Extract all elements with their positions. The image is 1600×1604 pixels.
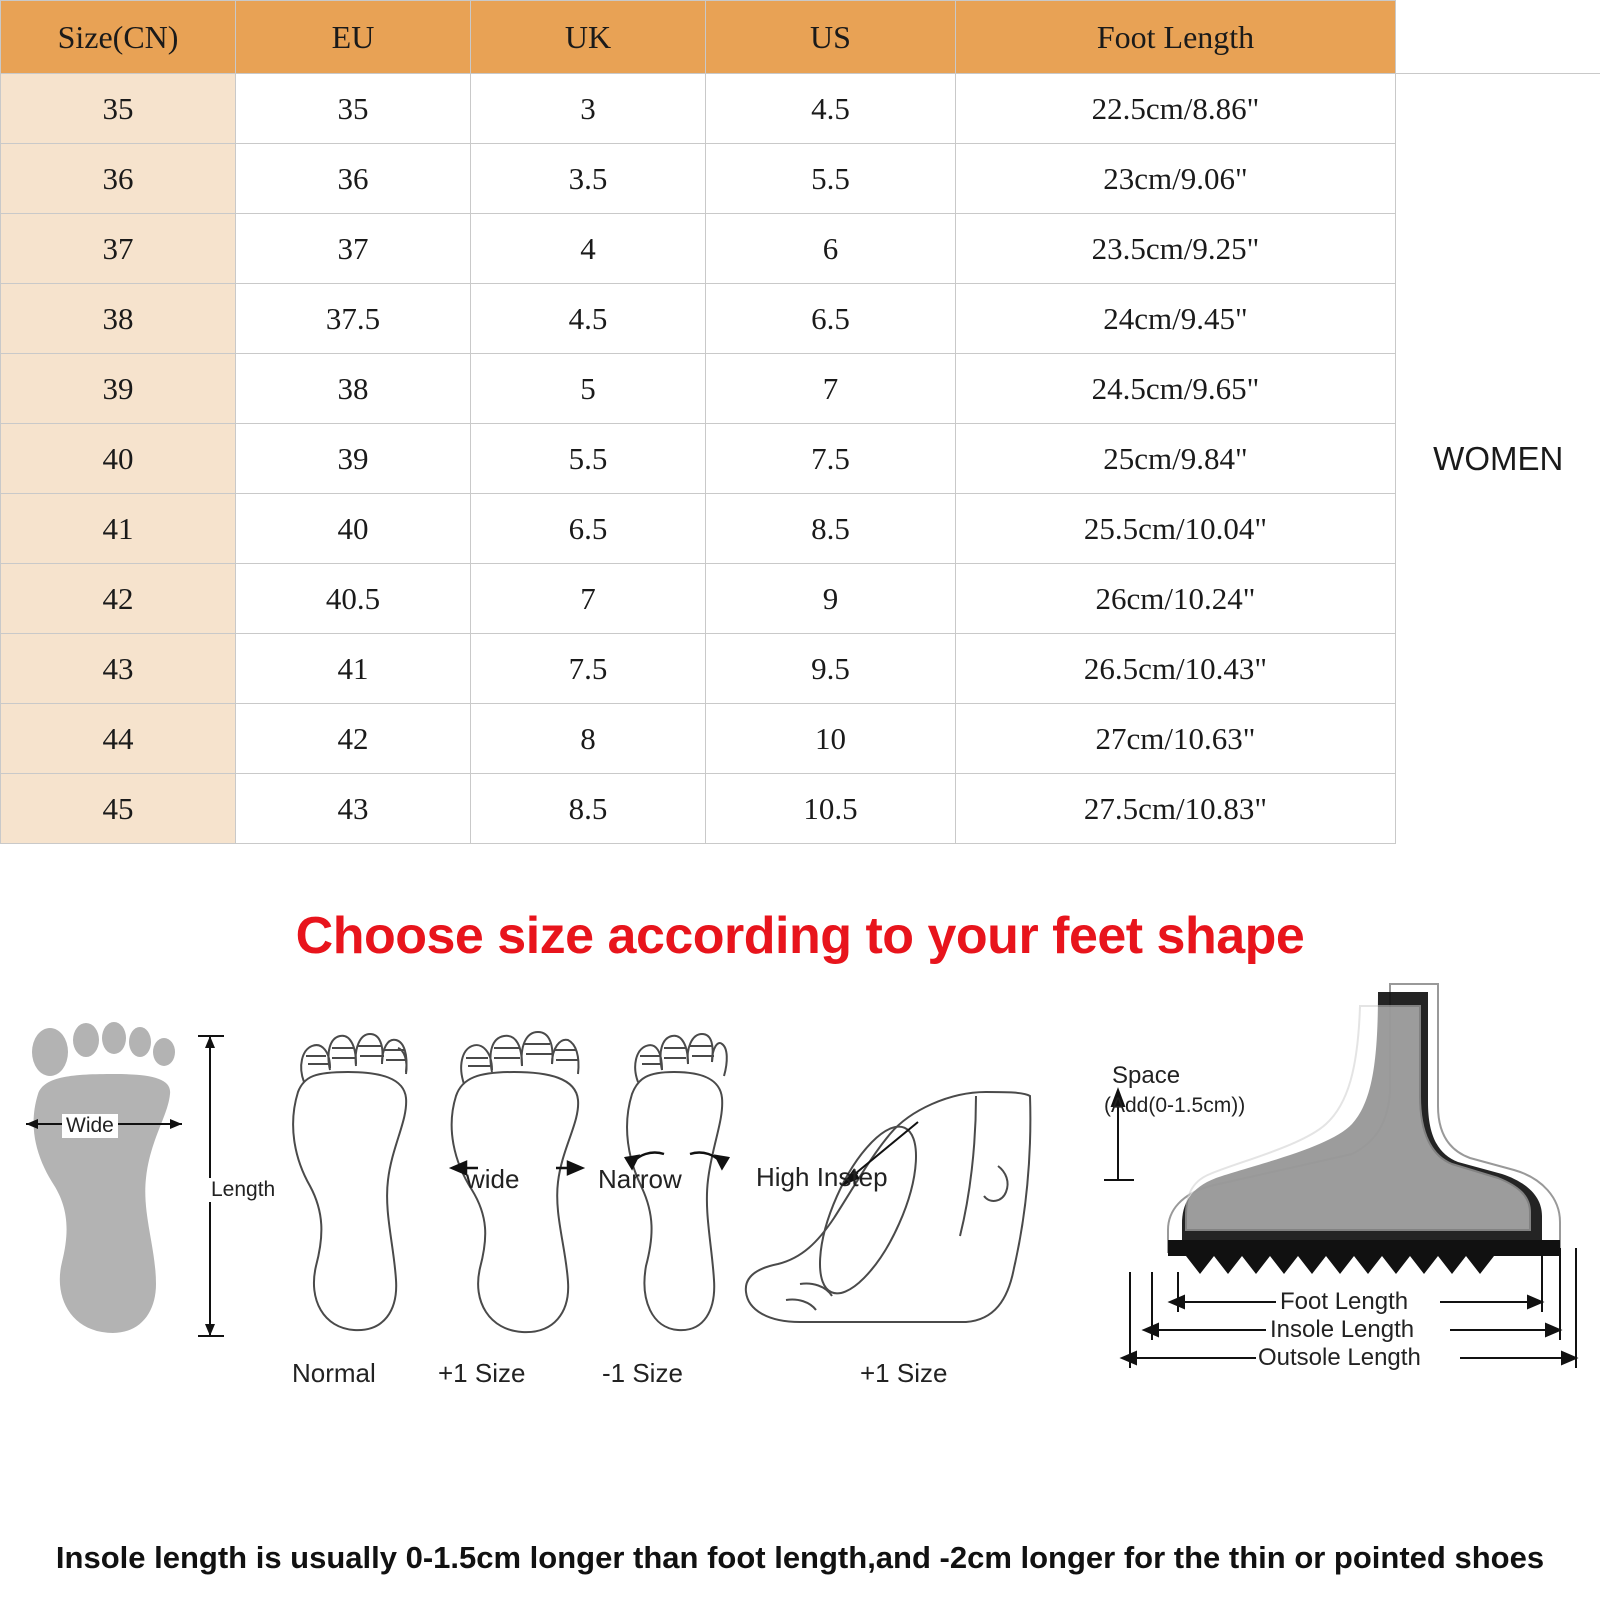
cell-cn: 45 xyxy=(1,774,236,844)
cell-eu: 35 xyxy=(236,74,471,144)
cell-us: 10.5 xyxy=(706,774,956,844)
column-header-gender-blank xyxy=(1396,1,1600,74)
cell-uk: 4.5 xyxy=(471,284,706,354)
label-plus-one-size: +1 Size xyxy=(438,1358,525,1389)
cell-eu: 37 xyxy=(236,214,471,284)
table-row xyxy=(1,284,1600,354)
table-row xyxy=(1,214,1600,284)
table-row xyxy=(1,74,1600,144)
cell-eu: 42 xyxy=(236,704,471,774)
cell-eu: 39 xyxy=(236,424,471,494)
footer-note: Insole length is usually 0-1.5cm longer than foot length,and -2cm longer for the thin or pointed shoes xyxy=(0,1540,1600,1576)
cell-eu: 38 xyxy=(236,354,471,424)
cell-us: 7.5 xyxy=(706,424,956,494)
cell-uk: 4 xyxy=(471,214,706,284)
cell-us: 8.5 xyxy=(706,494,956,564)
cell-eu: 40.5 xyxy=(236,564,471,634)
cell-cn: 37 xyxy=(1,214,236,284)
cell-us: 4.5 xyxy=(706,74,956,144)
column-header-us: US xyxy=(706,1,956,74)
table-row xyxy=(1,774,1600,844)
cell-us: 6 xyxy=(706,214,956,284)
cell-uk: 3 xyxy=(471,74,706,144)
cell-cn: 39 xyxy=(1,354,236,424)
label-insole-length: Insole Length xyxy=(1270,1316,1414,1344)
label-narrow-arrow: Narrow xyxy=(598,1164,682,1195)
table-row xyxy=(1,704,1600,774)
cell-foot-length: 27cm/10.63" xyxy=(956,704,1396,774)
cell-foot-length: 24.5cm/9.65" xyxy=(956,354,1396,424)
label-high-instep: High Instep xyxy=(756,1162,888,1193)
label-high-instep-size: +1 Size xyxy=(860,1358,947,1389)
gender-label-women: WOMEN xyxy=(1396,74,1600,844)
table-header-row xyxy=(1,1,1600,74)
table-row xyxy=(1,354,1600,424)
cell-foot-length: 27.5cm/10.83" xyxy=(956,774,1396,844)
cell-uk: 5.5 xyxy=(471,424,706,494)
cell-foot-length: 23cm/9.06" xyxy=(956,144,1396,214)
table-row xyxy=(1,494,1600,564)
label-minus-one-size: -1 Size xyxy=(602,1358,683,1389)
cell-uk: 8 xyxy=(471,704,706,774)
label-normal: Normal xyxy=(292,1358,376,1389)
label-length-measure: Length xyxy=(208,1178,278,1202)
cell-eu: 41 xyxy=(236,634,471,704)
cell-eu: 43 xyxy=(236,774,471,844)
cell-cn: 43 xyxy=(1,634,236,704)
cell-uk: 7.5 xyxy=(471,634,706,704)
column-header-eu: EU xyxy=(236,1,471,74)
cell-cn: 42 xyxy=(1,564,236,634)
label-wide-measure: Wide xyxy=(62,1114,118,1138)
guide-title: Choose size according to your feet shape xyxy=(0,844,1600,966)
high-instep-foot-icon xyxy=(740,1086,1040,1346)
table-row xyxy=(1,564,1600,634)
column-header-foot-length: Foot Length xyxy=(956,1,1396,74)
cell-uk: 8.5 xyxy=(471,774,706,844)
cell-foot-length: 22.5cm/8.86" xyxy=(956,74,1396,144)
label-outsole-length: Outsole Length xyxy=(1258,1344,1421,1372)
cell-uk: 5 xyxy=(471,354,706,424)
table-row xyxy=(1,144,1600,214)
label-space-add: (Add(0-1.5cm)) xyxy=(1104,1094,1245,1118)
cell-us: 10 xyxy=(706,704,956,774)
cell-foot-length: 23.5cm/9.25" xyxy=(956,214,1396,284)
column-header-cn: Size(CN) xyxy=(1,1,236,74)
cell-uk: 7 xyxy=(471,564,706,634)
feet-shape-guide xyxy=(0,844,1600,1604)
label-space: Space xyxy=(1112,1062,1180,1090)
column-header-uk: UK xyxy=(471,1,706,74)
cell-eu: 40 xyxy=(236,494,471,564)
table-row xyxy=(1,634,1600,704)
cell-eu: 36 xyxy=(236,144,471,214)
cell-cn: 36 xyxy=(1,144,236,214)
gray-foot-measure-icon xyxy=(10,1016,240,1346)
cell-foot-length: 24cm/9.45" xyxy=(956,284,1396,354)
cell-cn: 35 xyxy=(1,74,236,144)
cell-cn: 38 xyxy=(1,284,236,354)
cell-us: 6.5 xyxy=(706,284,956,354)
table-row xyxy=(1,424,1600,494)
cell-cn: 41 xyxy=(1,494,236,564)
label-foot-length: Foot Length xyxy=(1280,1288,1408,1316)
label-wide-arrow: wide xyxy=(466,1164,519,1195)
cell-uk: 6.5 xyxy=(471,494,706,564)
cell-cn: 40 xyxy=(1,424,236,494)
cell-foot-length: 26cm/10.24" xyxy=(956,564,1396,634)
cell-us: 9.5 xyxy=(706,634,956,704)
cell-us: 7 xyxy=(706,354,956,424)
cell-foot-length: 26.5cm/10.43" xyxy=(956,634,1396,704)
cell-cn: 44 xyxy=(1,704,236,774)
cell-us: 9 xyxy=(706,564,956,634)
cell-foot-length: 25cm/9.84" xyxy=(956,424,1396,494)
normal-foot-outline-icon xyxy=(268,1016,418,1346)
cell-uk: 3.5 xyxy=(471,144,706,214)
guide-diagram xyxy=(0,966,1600,1446)
cell-foot-length: 25.5cm/10.04" xyxy=(956,494,1396,564)
cell-eu: 37.5 xyxy=(236,284,471,354)
cell-us: 5.5 xyxy=(706,144,956,214)
